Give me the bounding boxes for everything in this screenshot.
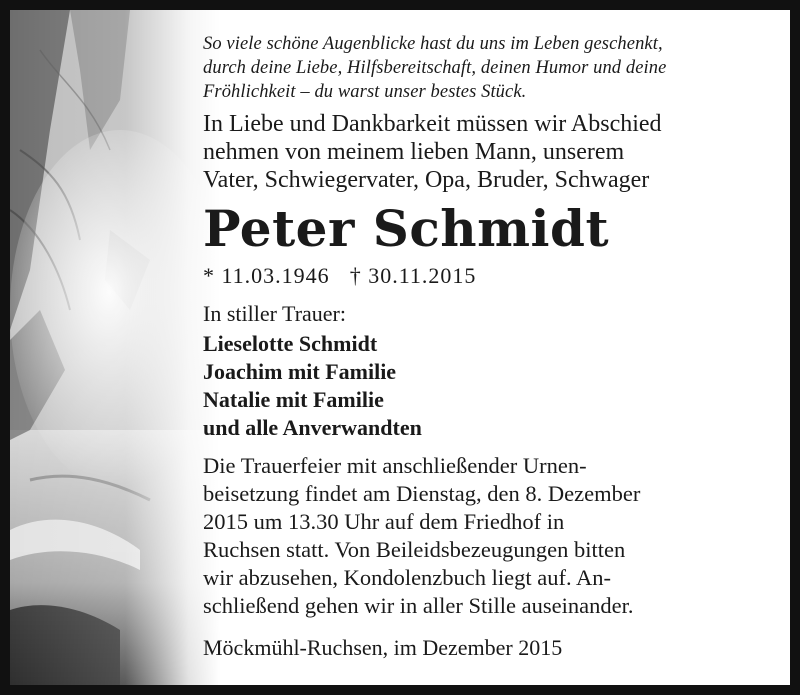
mourner: Joachim mit Familie [203,359,397,384]
farewell-intro [203,110,783,194]
verse-line: durch deine Liebe, Hilfsbereitschaft, deinen Humor und deine [203,58,667,78]
ceremony-line: Die Trauerfeier mit anschließender Urnen- [203,453,587,478]
intro-line: In Liebe und Dankbarkeit müssen wir Abschied [203,111,662,137]
memorial-verse [203,32,783,104]
birth-date: * 11.03.1946 [203,263,330,288]
ceremony-line: Ruchsen statt. Von Beileidsbezeugungen bitten [203,537,626,562]
deceased-name: Peter Schmidt [203,199,610,258]
notice-content [193,32,783,662]
ceremony-line: schließend gehen wir in aller Stille auseinander. [203,593,634,618]
place-and-date: Möckmühl-Ruchsen, im Dezember 2015 [203,635,563,660]
ceremony-line: 2015 um 13.30 Uhr auf dem Friedhof in [203,509,565,534]
ceremony-line: wir abzusehen, Kondolenzbuch liegt auf. An- [203,565,611,590]
forest-path-photo [10,10,220,685]
intro-line: Vater, Schwiegervater, Opa, Bruder, Schwager [203,167,650,193]
verse-line: So viele schöne Augenblicke hast du uns im Leben geschenkt, [203,34,663,54]
mourner: Lieselotte Schmidt [203,331,378,356]
life-dates [203,262,783,290]
mourner: Natalie mit Familie [203,387,384,412]
death-date: † 30.11.2015 [349,263,477,288]
ceremony-line: beisetzung findet am Dienstag, den 8. Dezember [203,481,641,506]
verse-line: Fröhlichkeit – du warst unser bestes Stück. [203,82,527,102]
mourning-label: In stiller Trauer: [203,301,346,326]
intro-line: nehmen von meinem lieben Mann, unserem [203,139,625,165]
mourners-list [203,330,783,442]
ceremony-details [203,452,783,620]
mourner: und alle Anverwandten [203,415,422,440]
